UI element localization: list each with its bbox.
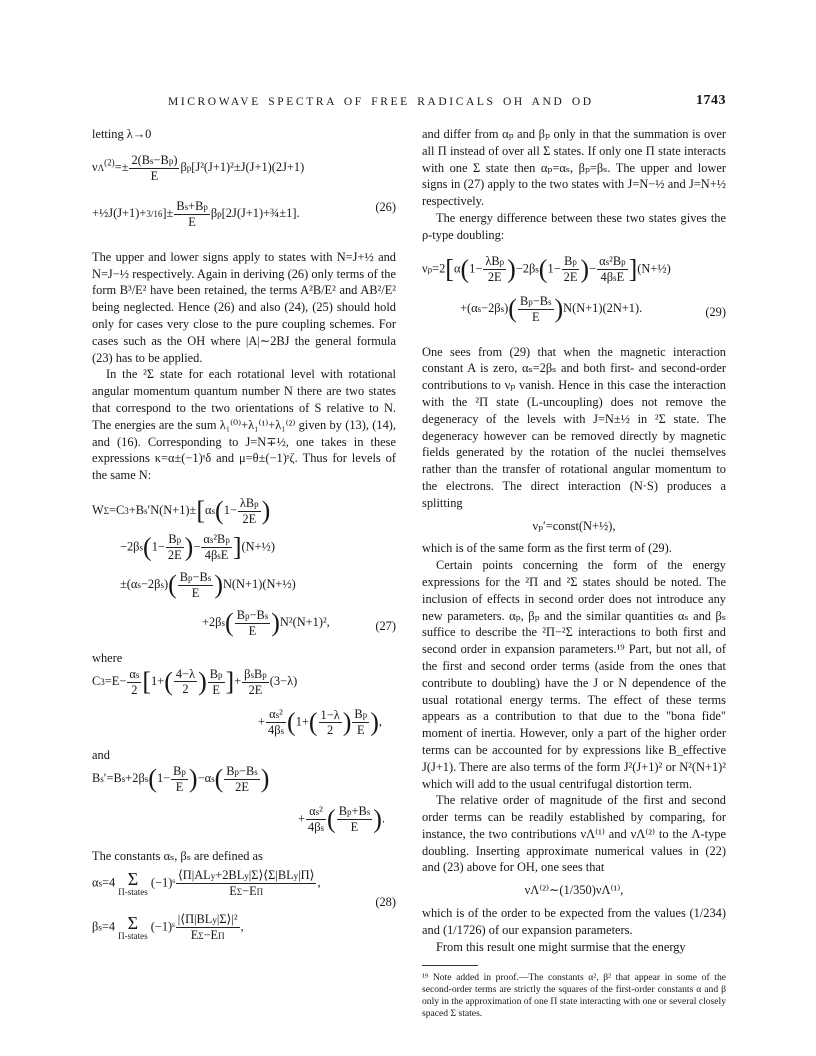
paragraph-signs: The upper and lower signs apply to states with N=J+½ and N=J−½ respectively. Again in deriving (26) only terms of the form B³/E² have been retained, the terms A²B/E² and AB²/E² being neglected. Hence (26) and also (24), (25) should hold only for cases very close to the pure coupling schemes. For cases such as the OH where |A|∼2BJ the general formula (23) has to be applied. [92, 249, 396, 365]
equation-number-26: (26) [375, 199, 396, 214]
equation-c3-line2: + $\frac{\text{αs²}}{4\beta s}$ (1+( $\frac{1-\lambda}{2}$ ) $\frac{Bp}{E}$ ), [258, 706, 382, 738]
paragraph-relative-order: The relative order of magnitude of the first and second order terms can be readily established by comparing, for instance, the two contributions νΛ⁽¹⁾ and νΛ⁽²⁾ to the Λ-type doubling. Inserting approximate numerical values in (22) and (23) above for OH, one sees that [422, 793, 726, 875]
equation-26-line2: +½J(J+1)+3/16]± $\frac{Bs+Bp}{E}$ βp[2J(J+1)+¾±1]. (26) [92, 198, 396, 229]
paragraph-sigma-state: In the ²Σ state for each rotational level with rotational angular momentum quantum number N there are two states that correspond to the two orientations of S relative to N. The energies are the sum λ₁⁽⁰⁾+λ₁⁽¹⁾+λ₁⁽²⁾ given by (13), (14), and (16). Corresponding to J=N∓½, one takes in these expressions κ=α±(−1)ˢδ and μ=θ±(−1)ˢζ. Thus for levels of the same N: [92, 367, 396, 483]
equation-bs-line1: Bs′=Bs+2βs(1− $\frac{Bp}{E}$ )−αs( $\frac{Bp-Bs}{2E}$ ) [92, 763, 270, 794]
paragraph-certain-points: Certain points concerning the form of the energy expressions for the ²Π and ²Σ states should be noted. The inclusion of effects in second order does not introduce any new parameters. αₚ, βₚ and the similar quantities αₛ and βₛ suffice to describe the ²Π−²Σ interactions to both first and second order in expansion parameters.¹⁹ Part, but not all, of the first and second order terms (aside from the ones that contribute to doubling) have the J or N dependence of the usual rotational energy terms. The effect of these terms appears as a contribution to that due to the "bona fide" moment of inertia. However, only a part of the higher order terms can be accounted for by expressions like B_effective J(J+1). There are also terms of the form J²(J+1)² or N²(N+1)² which will add to the usual centrifugal distortion term. [422, 558, 726, 791]
equation-27-line2: −2βs(1− $\frac{Bp}{2E}$ )− $\frac{\text{αs²Bp}}{\text{4βsE}}$ ](N+½) [120, 531, 275, 563]
where-label: where [92, 650, 123, 665]
equation-27-line4: +2βs( $\frac{Bp-Bs}{E}$ )N²(N+1)², (27) [202, 607, 396, 638]
paragraph-same-form: which is of the same form as the first term of (29). [422, 541, 672, 556]
equation-28-beta: βs=4 Σ Π-states (−1)ˢ $\frac{\text{|⟨Π|BLy|Σ⟩|²}}{E\Sigma-E\Pi}$ , (28) [92, 895, 396, 943]
equation-28-alpha: αs=4 Σ Π-states (−1)ˢ $\frac{\text{⟨Π|ALy+2BLy|Σ⟩⟨Σ|BLy|Π⟩}}{E\Sigma-E\Pi}$ , [92, 868, 321, 899]
equation-29-line1: νρ=2[α(1− $\frac{\text{λBp}}{2E}$ )−2βs(1− $\frac{Bp}{2E}$ )− $\frac{\text{αs²Bp}}{\text{4βsE}}$ ](N+½) [422, 253, 671, 285]
paragraph-surmise: From this result one might surmise that the energy [436, 939, 686, 954]
running-head: MICROWAVE SPECTRA OF FREE RADICALS OH AND OD [168, 96, 594, 108]
equation-27-line1: WΣ=C3+Bs′N(N+1)±[αs(1− $\frac{\text{λBp}}{2E}$ ) [92, 495, 271, 526]
equation-bs-line2: + $\frac{\text{αs²}}{4\beta s}$ ( $\frac{Bp+Bs}{E}$ ). [298, 803, 386, 835]
equation-number-29: (29) [705, 304, 726, 319]
equation-number-28: (28) [375, 895, 396, 910]
paragraph-expected-order: which is of the order to be expected from the values (1/234) and (1/1726) of our expansion parameters. [422, 906, 726, 937]
intro-text: letting λ→0 [92, 127, 152, 141]
left-column [92, 126, 396, 956]
paragraph-magnetic-interaction: One sees from (29) that when the magnetic interaction constant A is zero, αₛ=2βₛ and both first- and second-order contributions to νₚ vanish. Hence in this case the interaction with the ²Π state (L-uncoupling) does not remove the degeneracy of the levels with J=N±½ in ²Σ state. The degeneracy however can be removed directly by magnetic fields generated by the rotation of the nuclei themselves rather than the transfer of rotational angular momentum to the electrons. The direct interaction (N·S) produces a splitting [422, 344, 726, 510]
footnote-divider [422, 965, 478, 966]
paragraph-energy-difference: The energy difference between these two states gives the ρ-type doubling: [422, 210, 726, 242]
equation-ratio: νΛ⁽²⁾∼(1/350)νΛ⁽¹⁾, [524, 883, 624, 898]
footnote-19: ¹⁹ Note added in proof.—The constants α², β² that appear in some of the second-order terms are strictly the squares of the first-order constants α and β only in the approximation of one Π state interacting with one or several closely spaced Σ states. [422, 972, 726, 1020]
paragraph-constants: The constants αₛ, βₛ are defined as [92, 848, 263, 863]
equation-number-27: (27) [375, 618, 396, 633]
equation-26-line1: $\nu\Lambda^{(2)}=\pm$ $\frac{2(Bs-Bp)}{E}$ βp[J²(J+1)²±J(J+1)(2J+1) [92, 152, 305, 183]
equation-27-line3: ±(αs−2βs)( $\frac{Bp-Bs}{E}$ )N(N+1)(N+½) [120, 569, 296, 600]
equation-29-line2: +(αs−2βs)( $\frac{Bp-Bs}{E}$ )N(N+1)(2N+1). (29) [460, 293, 726, 324]
right-column [422, 126, 726, 1020]
and-label: and [92, 747, 110, 762]
page-number: 1743 [696, 93, 726, 108]
equation-c3-line1: C3=E− $\frac{\alpha s}{2}$ [1+( $\frac{4-\lambda}{2}$ ) $\frac{Bp}{E}$ ]+ $\frac{\text{βsBp}}{2E}$ (3−λ) [92, 666, 298, 697]
paragraph-differ: and differ from αₚ and βₚ only in that the summation is over all Π instead of over all Σ states. If only one Π state interacts with one Σ state then αₚ=αₛ, βₚ=βₛ. The upper and lower signs in (27) apply to the two states with J=N−½ and J=N+½ respectively. [422, 127, 726, 209]
equation-splitting: νₚ′=const(N+½), [532, 518, 616, 533]
